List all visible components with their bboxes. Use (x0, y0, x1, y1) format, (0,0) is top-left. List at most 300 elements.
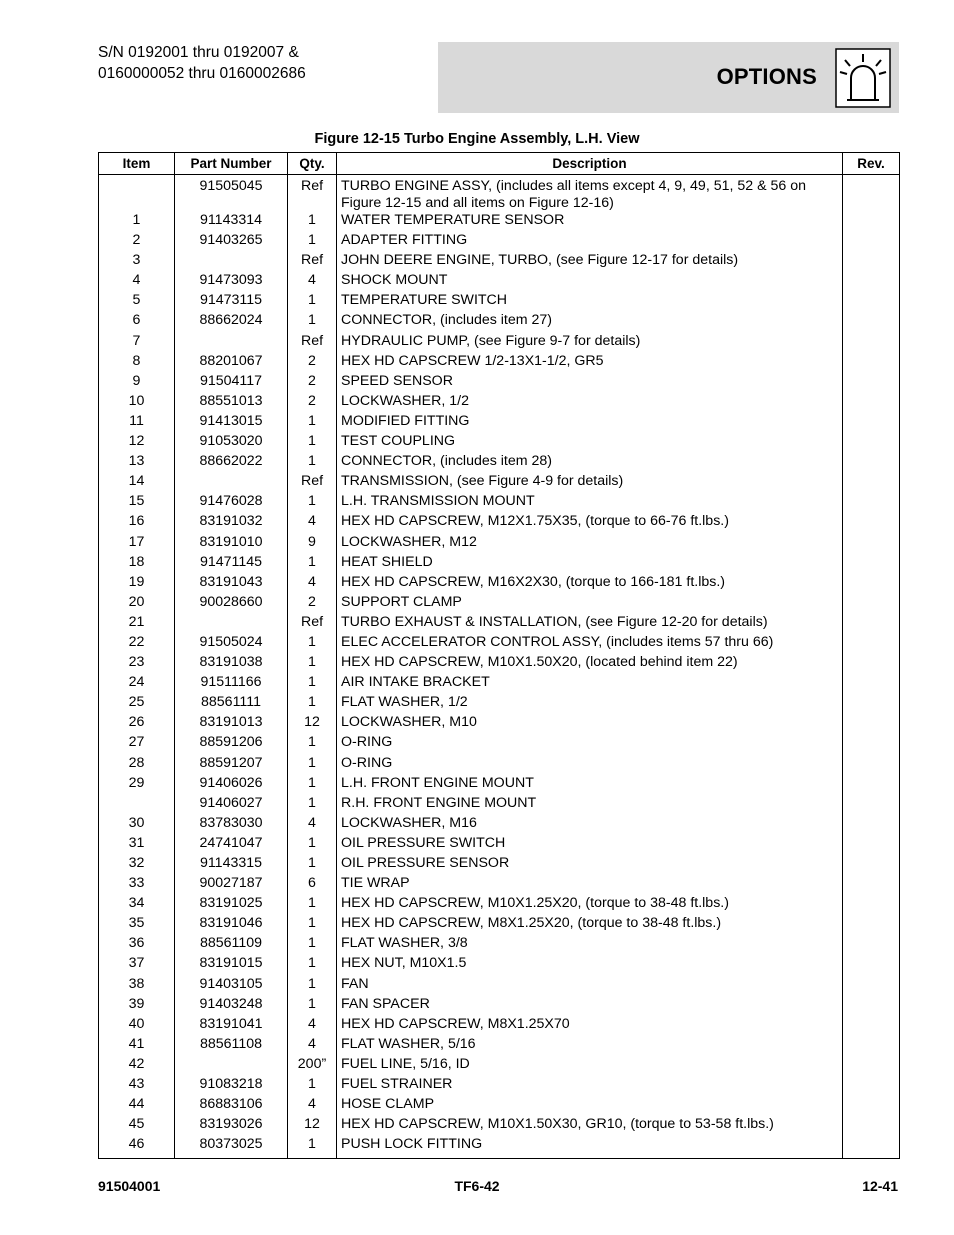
description-text: FAN SPACER (341, 995, 430, 1012)
description-cell (337, 534, 843, 554)
column-header-part-number: Part Number (175, 153, 288, 175)
revision-cell (843, 714, 900, 734)
part-number-cell: 91476028 (175, 493, 288, 513)
quantity-cell: 1 (288, 795, 337, 815)
description-text: TEMPERATURE SWITCH (341, 292, 508, 309)
description-cell (337, 1016, 843, 1036)
table-row (99, 1076, 900, 1096)
part-number-cell: 24741047 (175, 835, 288, 855)
description-cell (337, 1096, 843, 1116)
quantity-cell: 1 (288, 212, 337, 232)
description-text: HEX NUT, M10X1.5 (341, 955, 467, 972)
revision-cell (843, 252, 900, 272)
column-header-description: Description (337, 153, 843, 175)
table-row (99, 353, 900, 373)
description-text: R.H. FRONT ENGINE MOUNT (341, 794, 537, 811)
quantity-cell: 2 (288, 393, 337, 413)
table-row (99, 453, 900, 473)
revision-cell (843, 775, 900, 795)
table-row (99, 292, 900, 312)
quantity-cell: 1 (288, 453, 337, 473)
quantity-cell: 1 (288, 433, 337, 453)
table-row (99, 895, 900, 915)
part-number-cell: 88591207 (175, 755, 288, 775)
item-number-cell: 4 (99, 272, 175, 292)
description-cell (337, 614, 843, 634)
table-row (99, 714, 900, 734)
part-number-cell: 88662022 (175, 453, 288, 473)
column-header-rev: Rev. (843, 153, 900, 175)
quantity-cell: 1 (288, 292, 337, 312)
quantity-cell: Ref (288, 175, 337, 213)
part-number-cell: 88551013 (175, 393, 288, 413)
description-text: HYDRAULIC PUMP, (see Figure 9-7 for details) (341, 332, 641, 349)
table-row (99, 935, 900, 955)
quantity-cell: 2 (288, 594, 337, 614)
description-cell (337, 654, 843, 674)
item-number-cell: 35 (99, 915, 175, 935)
item-number-cell: 40 (99, 1016, 175, 1036)
quantity-cell: 1 (288, 855, 337, 875)
part-number-cell: 80373025 (175, 1136, 288, 1159)
item-number-cell: 19 (99, 574, 175, 594)
section-header-box (438, 42, 899, 113)
part-number-cell: 91403248 (175, 996, 288, 1016)
quantity-cell: 1 (288, 734, 337, 754)
description-text-continued: Figure 12-15 and all items on Figure 12-16) (341, 195, 614, 211)
part-number-cell: 91505024 (175, 634, 288, 654)
description-text: TRANSMISSION, (see Figure 4-9 for details) (341, 473, 624, 490)
part-number-cell: 83191032 (175, 513, 288, 533)
description-cell (337, 413, 843, 433)
description-cell (337, 252, 843, 272)
revision-cell (843, 413, 900, 433)
part-number-cell: 88662024 (175, 312, 288, 332)
description-cell (337, 453, 843, 473)
revision-cell (843, 493, 900, 513)
description-text: HEX HD CAPSCREW, M16X2X30, (torque to 166-181 ft.lbs.) (341, 573, 726, 590)
table-row (99, 473, 900, 493)
part-number-cell: 83783030 (175, 815, 288, 835)
item-number-cell: 22 (99, 634, 175, 654)
revision-cell (843, 895, 900, 915)
description-text: FUEL LINE, 5/16, ID (341, 1055, 470, 1072)
item-number-cell: 15 (99, 493, 175, 513)
part-number-cell: 88561108 (175, 1036, 288, 1056)
description-cell (337, 292, 843, 312)
description-text: FUEL STRAINER (341, 1076, 453, 1093)
item-number-cell: 11 (99, 413, 175, 433)
item-number-cell: 36 (99, 935, 175, 955)
section-title: OPTIONS (716, 64, 817, 89)
revision-cell (843, 835, 900, 855)
quantity-cell: 2 (288, 353, 337, 373)
item-number-cell: 3 (99, 252, 175, 272)
item-number-cell: 8 (99, 353, 175, 373)
quantity-cell: 12 (288, 714, 337, 734)
description-text: L.H. FRONT ENGINE MOUNT (341, 774, 534, 791)
part-number-cell: 91143314 (175, 212, 288, 232)
table-row (99, 634, 900, 654)
description-cell (337, 1136, 843, 1159)
description-cell (337, 935, 843, 955)
revision-cell (843, 976, 900, 996)
part-number-cell: 91473115 (175, 292, 288, 312)
description-text: MODIFIED FITTING (341, 412, 470, 429)
description-text: CONNECTOR, (includes item 28) (341, 453, 553, 470)
quantity-cell: 4 (288, 1036, 337, 1056)
revision-cell (843, 513, 900, 533)
quantity-cell: 200” (288, 1056, 337, 1076)
description-cell (337, 513, 843, 533)
description-cell (337, 915, 843, 935)
description-cell (337, 393, 843, 413)
description-cell (337, 976, 843, 996)
item-number-cell: 44 (99, 1096, 175, 1116)
item-number-cell: 7 (99, 333, 175, 353)
description-text: TURBO ENGINE ASSY, (includes all items except 4, 9, 49, 51, 52 & 56 on (341, 178, 806, 194)
part-number-cell: 91403105 (175, 976, 288, 996)
revision-cell (843, 312, 900, 332)
item-number-cell: 30 (99, 815, 175, 835)
description-text: LOCKWASHER, M10 (341, 714, 477, 731)
item-number-cell: 17 (99, 534, 175, 554)
quantity-cell: 1 (288, 1136, 337, 1159)
table-row (99, 373, 900, 393)
item-number-cell (99, 175, 175, 213)
item-number-cell: 45 (99, 1116, 175, 1136)
item-number-cell: 31 (99, 835, 175, 855)
description-cell (337, 815, 843, 835)
revision-cell (843, 734, 900, 754)
revision-cell (843, 1076, 900, 1096)
description-cell (337, 996, 843, 1016)
description-text: ELEC ACCELERATOR CONTROL ASSY, (includes items 57 thru 66) (341, 633, 774, 650)
quantity-cell: 4 (288, 272, 337, 292)
item-number-cell: 33 (99, 875, 175, 895)
table-row (99, 333, 900, 353)
item-number-cell: 24 (99, 674, 175, 694)
description-cell (337, 895, 843, 915)
description-text: FLAT WASHER, 1/2 (341, 694, 468, 711)
item-number-cell: 34 (99, 895, 175, 915)
part-number-cell: 83191015 (175, 955, 288, 975)
item-number-cell: 20 (99, 594, 175, 614)
table-row (99, 232, 900, 252)
quantity-cell: 1 (288, 895, 337, 915)
part-number-cell: 90027187 (175, 875, 288, 895)
quantity-cell: 4 (288, 1016, 337, 1036)
revision-cell (843, 996, 900, 1016)
serial-line-1: S/N 0192001 thru 0192007 & (98, 44, 299, 61)
description-text: WATER TEMPERATURE SENSOR (341, 212, 565, 228)
description-text: HEX HD CAPSCREW, M10X1.50X30, GR10, (torque to 53-58 ft.lbs.) (341, 1116, 774, 1133)
item-number-cell: 12 (99, 433, 175, 453)
revision-cell (843, 915, 900, 935)
description-text: FAN (341, 975, 369, 992)
description-cell (337, 272, 843, 292)
part-number-cell: 83191038 (175, 654, 288, 674)
description-text: LOCKWASHER, M12 (341, 533, 477, 550)
part-number-cell: 83191043 (175, 574, 288, 594)
item-number-cell: 27 (99, 734, 175, 754)
revision-cell (843, 433, 900, 453)
part-number-cell: 83191025 (175, 895, 288, 915)
part-number-cell: 91504117 (175, 373, 288, 393)
column-header-item: Item (99, 153, 175, 175)
figure-title: Figure 12-15 Turbo Engine Assembly, L.H. View (314, 131, 640, 147)
description-text: HEX HD CAPSCREW, M12X1.75X35, (torque to 66-76 ft.lbs.) (341, 513, 729, 530)
item-number-cell: 32 (99, 855, 175, 875)
table-row (99, 734, 900, 754)
description-text: HEX HD CAPSCREW 1/2-13X1-1/2, GR5 (341, 352, 604, 369)
revision-cell (843, 1136, 900, 1159)
footer-manual-code: TF6-42 (454, 1178, 500, 1194)
description-text: HEX HD CAPSCREW, M10X1.50X20, (located behind item 22) (341, 654, 738, 671)
revision-cell (843, 955, 900, 975)
description-cell (337, 1076, 843, 1096)
item-number-cell (99, 795, 175, 815)
quantity-cell: 1 (288, 935, 337, 955)
item-number-cell: 46 (99, 1136, 175, 1159)
description-cell (337, 775, 843, 795)
table-row (99, 976, 900, 996)
revision-cell (843, 634, 900, 654)
revision-cell (843, 815, 900, 835)
part-number-cell: 83191046 (175, 915, 288, 935)
description-cell (337, 312, 843, 332)
table-row (99, 955, 900, 975)
revision-cell (843, 574, 900, 594)
description-cell (337, 574, 843, 594)
description-cell (337, 714, 843, 734)
part-number-cell (175, 252, 288, 272)
revision-cell (843, 855, 900, 875)
table-row (99, 413, 900, 433)
description-text: O-RING (341, 754, 393, 771)
quantity-cell: 9 (288, 534, 337, 554)
description-text: LOCKWASHER, M16 (341, 814, 477, 831)
column-header-qty: Qty. (288, 153, 337, 175)
revision-cell (843, 534, 900, 554)
footer-document-number: 91504001 (98, 1178, 161, 1194)
description-text: HEX HD CAPSCREW, M8X1.25X70 (341, 1015, 570, 1032)
table-row (99, 1016, 900, 1036)
item-number-cell: 9 (99, 373, 175, 393)
item-number-cell: 16 (99, 513, 175, 533)
table-row (99, 252, 900, 272)
description-cell (337, 594, 843, 614)
revision-cell (843, 755, 900, 775)
part-number-cell: 88591206 (175, 734, 288, 754)
description-cell (337, 232, 843, 252)
description-cell (337, 373, 843, 393)
quantity-cell: 4 (288, 574, 337, 594)
part-number-cell (175, 1056, 288, 1076)
item-number-cell: 39 (99, 996, 175, 1016)
quantity-cell: 1 (288, 835, 337, 855)
table-row (99, 493, 900, 513)
item-number-cell: 28 (99, 755, 175, 775)
revision-cell (843, 373, 900, 393)
part-number-cell: 86883106 (175, 1096, 288, 1116)
description-text: HEX HD CAPSCREW, M10X1.25X20, (torque to 38-48 ft.lbs.) (341, 895, 729, 912)
quantity-cell: 1 (288, 1076, 337, 1096)
parts-table-body (99, 175, 900, 1159)
description-cell (337, 473, 843, 493)
description-text: L.H. TRANSMISSION MOUNT (341, 493, 535, 510)
description-cell (337, 835, 843, 855)
parts-table (98, 152, 900, 1159)
description-text: LOCKWASHER, 1/2 (341, 392, 469, 409)
table-row (99, 775, 900, 795)
part-number-cell: 91511166 (175, 674, 288, 694)
part-number-cell: 91413015 (175, 413, 288, 433)
item-number-cell: 18 (99, 554, 175, 574)
description-text: AIR INTAKE BRACKET (341, 674, 490, 691)
part-number-cell: 91505045 (175, 175, 288, 213)
item-number-cell: 13 (99, 453, 175, 473)
item-number-cell: 25 (99, 694, 175, 714)
part-number-cell (175, 614, 288, 634)
revision-cell (843, 674, 900, 694)
table-row (99, 554, 900, 574)
item-number-cell: 21 (99, 614, 175, 634)
table-row (99, 915, 900, 935)
table-row (99, 513, 900, 533)
revision-cell (843, 333, 900, 353)
table-row (99, 1056, 900, 1076)
part-number-cell: 91053020 (175, 433, 288, 453)
quantity-cell: 1 (288, 554, 337, 574)
revision-cell (843, 1116, 900, 1136)
description-text: PUSH LOCK FITTING (341, 1136, 483, 1153)
quantity-cell: Ref (288, 473, 337, 493)
item-number-cell: 5 (99, 292, 175, 312)
description-text: FLAT WASHER, 3/8 (341, 935, 468, 952)
revision-cell (843, 175, 900, 213)
quantity-cell: 4 (288, 1096, 337, 1116)
description-cell (337, 353, 843, 373)
table-row (99, 1136, 900, 1159)
table-row (99, 1116, 900, 1136)
revision-cell (843, 232, 900, 252)
item-number-cell: 14 (99, 473, 175, 493)
description-text: HEAT SHIELD (341, 553, 433, 570)
table-row (99, 312, 900, 332)
description-text: TEST COUPLING (341, 433, 456, 450)
quantity-cell: 1 (288, 976, 337, 996)
quantity-cell: 1 (288, 915, 337, 935)
description-cell (337, 212, 843, 232)
description-text: SHOCK MOUNT (341, 272, 448, 289)
table-row (99, 835, 900, 855)
part-number-cell: 91403265 (175, 232, 288, 252)
description-text: OIL PRESSURE SWITCH (341, 834, 506, 851)
description-text: HOSE CLAMP (341, 1096, 435, 1113)
description-cell (337, 694, 843, 714)
description-text: SUPPORT CLAMP (341, 593, 462, 610)
revision-cell (843, 1016, 900, 1036)
quantity-cell: 1 (288, 312, 337, 332)
description-text: JOHN DEERE ENGINE, TURBO, (see Figure 12-17 for details) (341, 252, 739, 269)
description-cell (337, 493, 843, 513)
table-row (99, 393, 900, 413)
revision-cell (843, 1096, 900, 1116)
part-number-cell: 83191010 (175, 534, 288, 554)
quantity-cell: 1 (288, 775, 337, 795)
revision-cell (843, 212, 900, 232)
quantity-cell: Ref (288, 333, 337, 353)
revision-cell (843, 1056, 900, 1076)
description-cell (337, 755, 843, 775)
part-number-cell (175, 333, 288, 353)
quantity-cell: 6 (288, 875, 337, 895)
quantity-cell: 1 (288, 654, 337, 674)
description-cell (337, 674, 843, 694)
description-cell (337, 1116, 843, 1136)
part-number-cell (175, 473, 288, 493)
table-row (99, 694, 900, 714)
item-number-cell: 38 (99, 976, 175, 996)
part-number-cell: 91143315 (175, 855, 288, 875)
description-cell (337, 875, 843, 895)
description-text: OIL PRESSURE SENSOR (341, 855, 510, 871)
part-number-cell: 91471145 (175, 554, 288, 574)
table-row (99, 795, 900, 815)
description-text: O-RING (341, 734, 393, 751)
serial-line-2: 0160000052 thru 0160002686 (98, 65, 306, 82)
quantity-cell: 12 (288, 1116, 337, 1136)
description-cell (337, 634, 843, 654)
revision-cell (843, 594, 900, 614)
revision-cell (843, 272, 900, 292)
table-row (99, 875, 900, 895)
table-row (99, 534, 900, 554)
table-row (99, 175, 900, 213)
item-number-cell: 23 (99, 654, 175, 674)
item-number-cell: 6 (99, 312, 175, 332)
quantity-cell: 2 (288, 373, 337, 393)
revision-cell (843, 614, 900, 634)
description-text: HEX HD CAPSCREW, M8X1.25X20, (torque to 38-48 ft.lbs.) (341, 915, 722, 932)
part-number-cell: 91406027 (175, 795, 288, 815)
quantity-cell: 4 (288, 513, 337, 533)
description-cell (337, 855, 843, 875)
part-number-cell: 90028660 (175, 594, 288, 614)
table-row (99, 674, 900, 694)
description-cell (337, 955, 843, 975)
revision-cell (843, 554, 900, 574)
table-row (99, 1096, 900, 1116)
revision-cell (843, 795, 900, 815)
serial-number-range (98, 42, 306, 84)
quantity-cell: 1 (288, 634, 337, 654)
description-cell (337, 1036, 843, 1056)
table-row (99, 212, 900, 232)
table-row (99, 574, 900, 594)
quantity-cell: Ref (288, 252, 337, 272)
table-row (99, 594, 900, 614)
description-cell (337, 333, 843, 353)
item-number-cell: 1 (99, 212, 175, 232)
description-text: TURBO EXHAUST & INSTALLATION, (see Figure 12-20 for details) (341, 613, 768, 630)
quantity-cell: 1 (288, 955, 337, 975)
table-row (99, 855, 900, 875)
item-number-cell: 37 (99, 955, 175, 975)
quantity-cell: 1 (288, 493, 337, 513)
description-text: TIE WRAP (341, 875, 410, 892)
